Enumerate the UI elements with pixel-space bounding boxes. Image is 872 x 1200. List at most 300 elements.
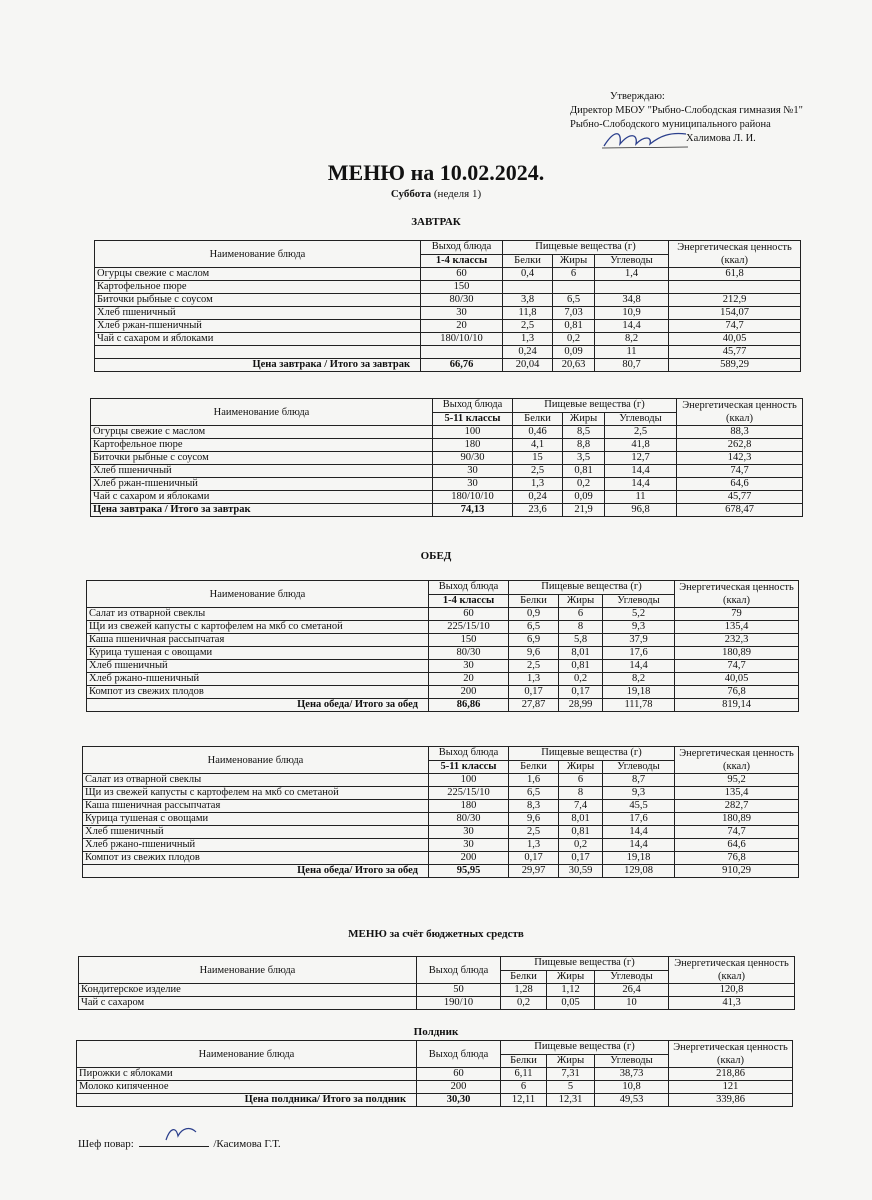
total-energy: 589,29 [669,359,801,372]
dish-energy [669,281,801,294]
dish-proteins: 4,1 [513,439,563,452]
dish-fats: 0,2 [559,673,603,686]
header-proteins: Белки [503,254,553,268]
dish-proteins [503,281,553,294]
dish-name: Огурцы свежие с маслом [91,426,433,439]
approval-line-2: Директор МБОУ "Рыбно-Слободская гимназия №1" [570,105,803,116]
dish-name: Каша пшеничная рассыпчатая [83,800,429,813]
dish-fats: 0,09 [553,346,595,359]
dish-energy: 232,3 [675,634,799,647]
table-row [91,426,803,439]
header-fats: Жиры [559,760,603,774]
dish-proteins: 9,6 [509,647,559,660]
dish-fats: 5,8 [559,634,603,647]
dish-carbs: 12,7 [605,452,677,465]
table-row [95,346,801,359]
dish-output: 200 [429,852,509,865]
dish-output: 50 [417,984,501,997]
total-output: 30,30 [417,1094,501,1107]
table-row [95,281,801,294]
total-output: 74,13 [433,504,513,517]
dish-name: Чай с сахаром и яблоками [95,333,421,346]
dish-energy: 76,8 [675,852,799,865]
dish-fats: 0,17 [559,852,603,865]
dish-name: Биточки рыбные с соусом [95,294,421,307]
total-fats: 28,99 [559,699,603,712]
header-nutrients: Пищевые вещества (г) [503,241,669,255]
total-carbs: 111,78 [603,699,675,712]
total-energy: 339,86 [669,1094,793,1107]
dish-name: Огурцы свежие с маслом [95,268,421,281]
dish-energy: 88,3 [677,426,803,439]
header-fats: Жиры [563,412,605,426]
table-row [83,813,799,826]
header-nutrients: Пищевые вещества (г) [509,747,675,761]
table-budget [78,956,795,1010]
header-proteins: Белки [513,412,563,426]
table-row [95,333,801,346]
dish-proteins: 1,6 [509,774,559,787]
header-group: 1-4 классы [429,594,509,608]
header-dish: Наименование блюда [79,957,417,984]
table-row [83,800,799,813]
dish-proteins: 0,46 [513,426,563,439]
dish-fats: 0,17 [559,686,603,699]
table-snack [76,1040,793,1107]
day-label: Суббота [390,188,432,200]
dish-energy: 40,05 [675,673,799,686]
dish-proteins: 6 [501,1081,547,1094]
dish-name: Хлеб ржано-пшеничный [83,839,429,852]
dish-output: 190/10 [417,997,501,1010]
dish-proteins: 2,5 [509,660,559,673]
week-label: (неделя 1) [433,188,482,200]
dish-name [95,346,421,359]
dish-name: Картофельное пюре [91,439,433,452]
total-row [83,865,799,878]
header-carbs: Углеводы [605,412,677,426]
dish-name: Кондитерское изделие [79,984,417,997]
dish-energy: 40,05 [669,333,801,346]
dish-name: Компот из свежих плодов [83,852,429,865]
dish-output: 30 [429,826,509,839]
table-row [77,1068,793,1081]
dish-carbs: 14,4 [603,826,675,839]
dish-output: 200 [429,686,509,699]
dish-name: Биточки рыбные с соусом [91,452,433,465]
header-dish: Наименование блюда [95,241,421,268]
total-label: Цена завтрака / Итого за завтрак [95,359,421,372]
dish-output: 60 [429,608,509,621]
dish-carbs: 41,8 [605,439,677,452]
section-lunch: ОБЕД [420,550,452,562]
dish-output: 30 [429,839,509,852]
table-row [91,452,803,465]
dish-proteins: 2,5 [503,320,553,333]
dish-name: Компот из свежих плодов [87,686,429,699]
table-row [87,686,799,699]
dish-energy: 154,07 [669,307,801,320]
total-proteins: 12,11 [501,1094,547,1107]
dish-proteins: 2,5 [509,826,559,839]
header-energy: Энергетическая ценность (ккал) [669,1041,793,1068]
director-signature [600,126,690,152]
dish-carbs: 26,4 [595,984,669,997]
dish-output: 80/30 [429,647,509,660]
total-row [91,504,803,517]
total-output: 95,95 [429,865,509,878]
dish-carbs: 8,7 [603,774,675,787]
header-carbs: Углеводы [595,254,669,268]
dish-carbs: 45,5 [603,800,675,813]
dish-fats: 0,2 [563,478,605,491]
approval-line-3: Рыбно-Слободского муниципального района [570,119,771,130]
dish-proteins: 0,4 [503,268,553,281]
total-label: Цена полдника/ Итого за полдник [77,1094,417,1107]
table-breakfast-5-11 [90,398,803,517]
dish-carbs: 38,73 [595,1068,669,1081]
dish-proteins: 6,11 [501,1068,547,1081]
total-row [95,359,801,372]
dish-energy: 282,7 [675,800,799,813]
dish-energy: 135,4 [675,787,799,800]
dish-proteins: 6,5 [509,787,559,800]
header-proteins: Белки [501,970,547,984]
dish-output: 30 [433,478,513,491]
total-carbs: 49,53 [595,1094,669,1107]
dish-carbs: 19,18 [603,686,675,699]
dish-fats: 8,01 [559,647,603,660]
header-energy: Энергетическая ценность (ккал) [677,399,803,426]
dish-proteins: 6,5 [509,621,559,634]
total-label: Цена обеда/ Итого за обед [87,699,429,712]
total-label: Цена завтрака / Итого за завтрак [91,504,433,517]
dish-carbs: 14,4 [603,660,675,673]
section-breakfast: ЗАВТРАК [411,216,461,228]
dish-name: Курица тушеная с овощами [87,647,429,660]
header-output: Выход блюда [417,1041,501,1068]
dish-proteins: 1,3 [509,673,559,686]
header-fats: Жиры [559,594,603,608]
dish-name: Щи из свежей капусты с картофелем на мкб со сметаной [87,621,429,634]
total-fats: 21,9 [563,504,605,517]
chef-label: Шеф повар: [78,1138,134,1150]
dish-output: 200 [417,1081,501,1094]
dish-name: Салат из отварной свеклы [83,774,429,787]
dish-energy: 79 [675,608,799,621]
header-output: Выход блюда [429,581,509,595]
header-group: 5-11 классы [433,412,513,426]
dish-fats: 3,5 [563,452,605,465]
header-nutrients: Пищевые вещества (г) [501,957,669,971]
table-row [87,660,799,673]
dish-energy: 76,8 [675,686,799,699]
approval-line-4: Халимова Л. И. [686,133,756,144]
total-output: 86,86 [429,699,509,712]
dish-fats: 0,2 [553,333,595,346]
dish-fats: 8 [559,787,603,800]
dish-proteins: 3,8 [503,294,553,307]
table-row [95,320,801,333]
table-breakfast-1-4 [94,240,801,372]
dish-energy: 41,3 [669,997,795,1010]
header-carbs: Углеводы [603,594,675,608]
total-output: 66,76 [421,359,503,372]
table-row [83,839,799,852]
dish-fats: 8,8 [563,439,605,452]
dish-carbs: 14,4 [605,478,677,491]
dish-fats: 7,31 [547,1068,595,1081]
dish-fats: 6 [553,268,595,281]
dish-carbs: 9,3 [603,787,675,800]
dish-energy: 74,7 [677,465,803,478]
total-proteins: 23,6 [513,504,563,517]
dish-proteins: 0,17 [509,686,559,699]
approval-line-1: Утверждаю: [610,91,665,102]
header-proteins: Белки [509,760,559,774]
page-subtitle [0,188,872,200]
header-nutrients: Пищевые вещества (г) [509,581,675,595]
dish-name: Хлеб ржан-пшеничный [95,320,421,333]
dish-proteins: 1,3 [513,478,563,491]
dish-fats: 0,81 [553,320,595,333]
total-row [87,699,799,712]
dish-name: Хлеб пшеничный [87,660,429,673]
table-row [79,997,795,1010]
header-energy: Энергетическая ценность (ккал) [675,747,799,774]
dish-output: 30 [421,307,503,320]
dish-name: Хлеб пшеничный [83,826,429,839]
total-fats: 30,59 [559,865,603,878]
dish-energy: 74,7 [675,660,799,673]
dish-proteins: 1,28 [501,984,547,997]
table-row [87,673,799,686]
dish-energy: 64,6 [677,478,803,491]
table-row [95,268,801,281]
table-row [91,439,803,452]
table-row [83,774,799,787]
header-output: Выход блюда [433,399,513,413]
header-output: Выход блюда [417,957,501,984]
header-dish: Наименование блюда [77,1041,417,1068]
total-energy: 910,29 [675,865,799,878]
dish-fats: 0,2 [559,839,603,852]
dish-carbs: 1,4 [595,268,669,281]
table-row [91,465,803,478]
header-group: 5-11 классы [429,760,509,774]
chef-signature-scribble [160,1122,200,1144]
dish-output: 60 [421,268,503,281]
dish-name: Каша пшеничная рассыпчатая [87,634,429,647]
dish-carbs: 14,4 [605,465,677,478]
table-row [87,608,799,621]
dish-output: 30 [429,660,509,673]
dish-output: 20 [429,673,509,686]
dish-proteins: 15 [513,452,563,465]
header-dish: Наименование блюда [91,399,433,426]
dish-name: Чай с сахаром и яблоками [91,491,433,504]
total-label: Цена обеда/ Итого за обед [83,865,429,878]
dish-output: 30 [433,465,513,478]
dish-proteins: 0,9 [509,608,559,621]
dish-carbs: 9,3 [603,621,675,634]
dish-carbs: 17,6 [603,813,675,826]
table-row [87,647,799,660]
dish-energy: 218,86 [669,1068,793,1081]
table-row [83,787,799,800]
dish-name: Хлеб ржан-пшеничный [91,478,433,491]
header-group: 1-4 классы [421,254,503,268]
header-fats: Жиры [547,1054,595,1068]
table-row [95,307,801,320]
dish-output: 180 [429,800,509,813]
dish-name: Молоко кипяченное [77,1081,417,1094]
dish-proteins: 9,6 [509,813,559,826]
dish-fats: 5 [547,1081,595,1094]
dish-proteins: 1,3 [503,333,553,346]
dish-output: 20 [421,320,503,333]
dish-energy: 262,8 [677,439,803,452]
dish-carbs: 10 [595,997,669,1010]
dish-carbs: 19,18 [603,852,675,865]
dish-output: 100 [429,774,509,787]
dish-fats: 0,81 [559,660,603,673]
header-nutrients: Пищевые вещества (г) [513,399,677,413]
section-snack: Полдник [413,1026,459,1038]
dish-energy: 74,7 [669,320,801,333]
dish-output: 150 [421,281,503,294]
total-energy: 819,14 [675,699,799,712]
dish-energy: 45,77 [677,491,803,504]
dish-output: 225/15/10 [429,621,509,634]
header-output: Выход блюда [429,747,509,761]
header-proteins: Белки [501,1054,547,1068]
total-fats: 12,31 [547,1094,595,1107]
dish-proteins: 0,24 [503,346,553,359]
header-fats: Жиры [553,254,595,268]
table-row [87,621,799,634]
header-nutrients: Пищевые вещества (г) [501,1041,669,1055]
dish-output: 80/30 [421,294,503,307]
dish-name: Хлеб пшеничный [95,307,421,320]
dish-output: 100 [433,426,513,439]
dish-carbs [595,281,669,294]
dish-name: Картофельное пюре [95,281,421,294]
header-dish: Наименование блюда [87,581,429,608]
total-proteins: 20,04 [503,359,553,372]
dish-carbs: 14,4 [595,320,669,333]
dish-energy: 61,8 [669,268,801,281]
dish-name: Щи из свежей капусты с картофелем на мкб со сметаной [83,787,429,800]
dish-output: 225/15/10 [429,787,509,800]
dish-carbs: 2,5 [605,426,677,439]
dish-energy: 95,2 [675,774,799,787]
dish-energy: 74,7 [675,826,799,839]
total-energy: 678,47 [677,504,803,517]
table-row [83,826,799,839]
header-energy: Энергетическая ценность (ккал) [669,957,795,984]
dish-fats: 8,5 [563,426,605,439]
dish-carbs: 8,2 [603,673,675,686]
dish-carbs: 11 [595,346,669,359]
dish-energy: 121 [669,1081,793,1094]
dish-fats: 0,81 [559,826,603,839]
header-carbs: Углеводы [603,760,675,774]
header-carbs: Углеводы [595,1054,669,1068]
dish-name: Хлеб пшеничный [91,465,433,478]
table-lunch-5-11 [82,746,799,878]
dish-fats: 8 [559,621,603,634]
table-row [95,294,801,307]
header-output: Выход блюда [421,241,503,255]
dish-name: Хлеб ржано-пшеничный [87,673,429,686]
dish-carbs: 10,8 [595,1081,669,1094]
total-carbs: 96,8 [605,504,677,517]
total-row [77,1094,793,1107]
dish-fats: 7,4 [559,800,603,813]
header-fats: Жиры [547,970,595,984]
dish-name: Салат из отварной свеклы [87,608,429,621]
table-lunch-1-4 [86,580,799,712]
dish-energy: 120,8 [669,984,795,997]
dish-carbs: 8,2 [595,333,669,346]
dish-output: 90/30 [433,452,513,465]
header-energy: Энергетическая ценность (ккал) [675,581,799,608]
table-row [77,1081,793,1094]
dish-fats: 1,12 [547,984,595,997]
dish-proteins: 0,17 [509,852,559,865]
dish-fats: 6 [559,774,603,787]
dish-output: 180/10/10 [421,333,503,346]
table-row [83,852,799,865]
section-budget: МЕНЮ за счёт бюджетных средств [348,928,524,940]
dish-fats: 0,81 [563,465,605,478]
total-fats: 20,63 [553,359,595,372]
dish-fats: 7,03 [553,307,595,320]
table-row [87,634,799,647]
page-title: МЕНЮ на 10.02.2024. [327,160,545,185]
dish-fats: 6 [559,608,603,621]
header-energy: Энергетическая ценность (ккал) [669,241,801,268]
dish-energy: 180,89 [675,813,799,826]
table-row [91,478,803,491]
dish-carbs: 14,4 [603,839,675,852]
total-carbs: 80,7 [595,359,669,372]
header-proteins: Белки [509,594,559,608]
dish-fats: 0,05 [547,997,595,1010]
dish-fats [553,281,595,294]
dish-output [421,346,503,359]
dish-carbs: 10,9 [595,307,669,320]
dish-fats: 6,5 [553,294,595,307]
total-proteins: 29,97 [509,865,559,878]
dish-carbs: 37,9 [603,634,675,647]
dish-output: 150 [429,634,509,647]
dish-proteins: 1,3 [509,839,559,852]
dish-proteins: 8,3 [509,800,559,813]
dish-carbs: 11 [605,491,677,504]
total-proteins: 27,87 [509,699,559,712]
dish-name: Курица тушеная с овощами [83,813,429,826]
dish-output: 180 [433,439,513,452]
dish-proteins: 0,2 [501,997,547,1010]
dish-fats: 8,01 [559,813,603,826]
dish-output: 80/30 [429,813,509,826]
dish-output: 180/10/10 [433,491,513,504]
dish-output: 60 [417,1068,501,1081]
dish-energy: 64,6 [675,839,799,852]
dish-energy: 212,9 [669,294,801,307]
